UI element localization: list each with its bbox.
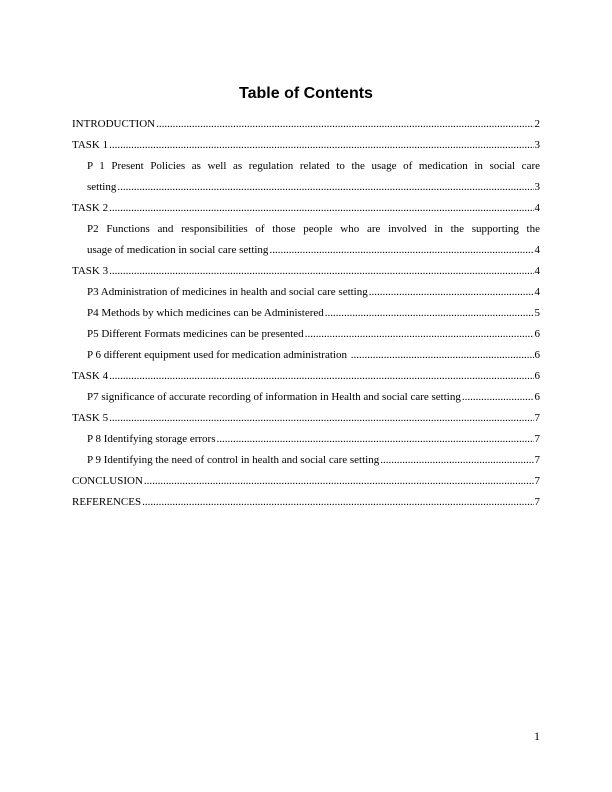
toc-entry-introduction[interactable]	[72, 114, 540, 135]
page-number: 1	[534, 729, 540, 743]
toc-entry-text: INTRODUCTION	[72, 118, 156, 130]
toc-entry-p4[interactable]	[72, 303, 540, 324]
dot-leader	[144, 471, 534, 492]
toc-entry-page: 7	[534, 496, 540, 508]
toc-entry-conclusion[interactable]	[72, 471, 540, 492]
toc-entry-text: P7 significance of accurate recording of information in Health and social care setting	[87, 391, 461, 403]
toc-entry-page: 4	[534, 202, 540, 214]
toc-entry-p2[interactable]	[72, 219, 540, 261]
toc-entry-p1[interactable]	[72, 156, 540, 198]
dot-leader	[325, 303, 534, 324]
toc-entry-text: P3 Administration of medicines in health and social care setting	[87, 286, 368, 298]
toc-entry-task-1[interactable]	[72, 135, 540, 156]
toc-entry-text-line1: P 1 Present Policies as well as regulation related to the usage of medication in social care	[87, 160, 540, 172]
toc-entry-p7[interactable]	[72, 387, 540, 408]
toc-entry-text: P 6 different equipment used for medication administration	[87, 349, 350, 361]
toc-entry-text: setting	[87, 181, 117, 193]
toc-entry-references[interactable]	[72, 492, 540, 513]
toc-entry-task-4[interactable]	[72, 366, 540, 387]
dot-leader	[305, 324, 534, 345]
dot-leader	[369, 282, 534, 303]
toc-entry-page: 6	[534, 328, 540, 340]
dot-leader	[109, 198, 533, 219]
dot-leader	[109, 366, 533, 387]
toc-entry-text: P5 Different Formats medicines can be presented	[87, 328, 304, 340]
toc-entry-p8[interactable]	[72, 429, 540, 450]
toc-entry-task-5[interactable]	[72, 408, 540, 429]
toc-entry-page: 3	[534, 139, 540, 151]
toc-entry-text-line1: P2 Functions and responsibilities of those people who are involved in the supporting the	[87, 223, 540, 235]
dot-leader	[109, 261, 533, 282]
dot-leader	[351, 345, 534, 366]
toc-entry-text: P 8 Identifying storage errors	[87, 433, 216, 445]
dot-leader	[380, 450, 533, 471]
toc-entry-text: P4 Methods by which medicines can be Administered	[87, 307, 324, 319]
toc-entry-page: 4	[534, 244, 540, 256]
toc-entry-page: 5	[534, 307, 540, 319]
toc-entry-page: 6	[534, 370, 540, 382]
toc-entry-p9[interactable]	[72, 450, 540, 471]
toc-entry-text: TASK 1	[72, 139, 109, 151]
toc-entry-page: 4	[534, 286, 540, 298]
dot-leader	[109, 408, 533, 429]
toc-entry-page: 7	[534, 412, 540, 424]
table-of-contents	[72, 114, 540, 513]
toc-entry-text: REFERENCES	[72, 496, 142, 508]
toc-entry-p3[interactable]	[72, 282, 540, 303]
toc-entry-page: 6	[534, 391, 540, 403]
toc-entry-page: 7	[534, 475, 540, 487]
toc-entry-p5[interactable]	[72, 324, 540, 345]
dot-leader	[142, 492, 533, 513]
toc-entry-page: 2	[534, 118, 540, 130]
toc-entry-page: 6	[534, 349, 540, 361]
toc-entry-task-3[interactable]	[72, 261, 540, 282]
toc-title: Table of Contents	[239, 85, 373, 102]
toc-entry-p6[interactable]	[72, 345, 540, 366]
toc-entry-text: TASK 2	[72, 202, 109, 214]
toc-entry-task-2[interactable]	[72, 198, 540, 219]
dot-leader	[117, 177, 533, 198]
dot-leader	[269, 240, 533, 261]
toc-entry-text: CONCLUSION	[72, 475, 143, 487]
toc-entry-page: 3	[534, 181, 540, 193]
toc-entry-text: TASK 4	[72, 370, 109, 382]
toc-entry-page: 7	[534, 433, 540, 445]
dot-leader	[109, 135, 533, 156]
toc-entry-text: P 9 Identifying the need of control in health and social care setting	[87, 454, 380, 466]
toc-entry-text: TASK 3	[72, 265, 109, 277]
toc-entry-page: 4	[534, 265, 540, 277]
toc-entry-text: usage of medication in social care setting	[87, 244, 269, 256]
toc-entry-page: 7	[534, 454, 540, 466]
dot-leader	[156, 114, 533, 135]
toc-entry-text: TASK 5	[72, 412, 109, 424]
dot-leader	[217, 429, 534, 450]
dot-leader	[462, 387, 534, 408]
